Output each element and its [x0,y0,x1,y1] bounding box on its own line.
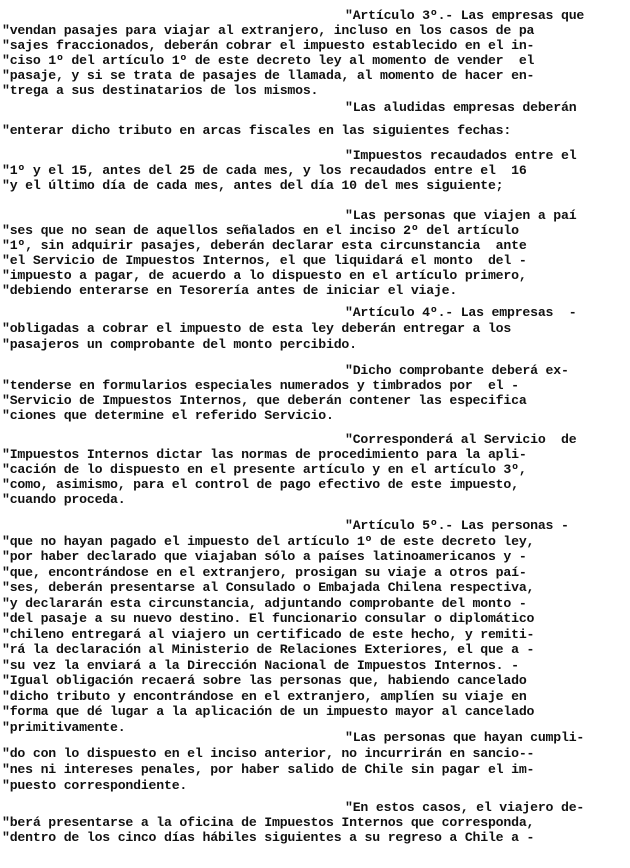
text-line: "1º y el 15, antes del 25 de cada mes, y los recaudados entre el 16 [2,163,527,178]
text-line: "ciones que determine el referido Servicio. [2,408,334,423]
text-line: "Impuestos Internos dictar las normas de procedimiento para la apli- [2,447,527,462]
text-line: "tenderse en formularios especiales numerados y timbrados por el - [2,378,519,393]
text-line: "su vez la enviará a la Dirección Nacional de Impuestos Internos. - [2,657,519,673]
text-line: "Dicho comprobante deberá ex- [345,363,569,378]
text-line: "obligadas a cobrar el impuesto de esta ley deberán entregar a los [2,321,512,336]
text-line: "el Servicio de Impuestos Internos, el que liquidará el monto del - [2,253,527,268]
text-line: "que, encontrándose en el extranjero, prosigan su viaje a otros paí- [2,564,527,580]
text-line: "berá presentarse a la oficina de Impuestos Internos que corresponda, [2,815,535,830]
text-line: "forma que dé lugar a la aplicación de un impuesto mayor al cancelado [2,704,535,719]
text-line: "del pasaje a su nuevo destino. El funcionario consular o diplomático [2,611,535,626]
text-line: "dicho tributo y encontrándose en el extranjero, amplíen su viaje en [2,688,527,704]
text-line: "Las aludidas empresas deberán [345,100,577,115]
text-line: "trega a sus destinatarios de los mismos. [2,83,319,98]
text-line: "enterar dicho tributo en arcas fiscales en las siguientes fechas: [2,123,512,138]
text-line: "do con lo dispuesto en el inciso anterior, no incurrirán en sancio-- [2,746,535,761]
text-line: "ses, deberán presentarse al Consulado o Embajada Chilena respectiva, [2,580,535,595]
text-line: "En estos casos, el viajero de- [345,800,585,815]
text-line: "y el último día de cada mes, antes del día 10 del mes siguiente; [2,178,504,193]
text-line: "dentro de los cinco días hábiles siguientes a su regreso a Chile a - [2,830,535,845]
text-line: "Artículo 5º.- Las personas - [345,518,569,533]
text-line: "primitivamente. [2,719,126,735]
text-line: "ciso 1º del artículo 1º de este decreto ley al momento de vender el [2,53,535,68]
text-line: "como, asimismo, para el control de pago efectivo de este impuesto, [2,477,519,492]
text-line: "Igual obligación recaerá sobre las personas que, habiendo cancelado [2,673,527,688]
text-line: "Corresponderá al Servicio de [345,432,577,447]
text-line: "cuando proceda. [2,492,126,507]
text-line: "rá la declaración al Ministerio de Relaciones Exteriores, el que a - [2,642,535,657]
text-line: "Las personas que hayan cumpli- [345,730,585,745]
text-line: "chileno entregará al viajero un certificado de este hecho, y remiti- [2,626,535,642]
text-line: "por haber declarado que viajaban sólo a países latinoamericanos y - [2,549,527,564]
text-line: "que no hayan pagado el impuesto del artículo 1º de este decreto ley, [2,533,535,549]
text-line: "Servicio de Impuestos Internos, que deberán contener las especifica [2,393,527,408]
text-line: "1º, sin adquirir pasajes, deberán declarar esta circunstancia ante [2,238,527,253]
text-line: "ses que no sean de aquellos señalados en el inciso 2º del artículo [2,223,519,238]
text-line: "y declararán esta circunstancia, adjuntando comprobante del monto - [2,595,527,611]
text-line: "pasajeros un comprobante del monto percibido. [2,337,357,352]
text-line: "Artículo 3º.- Las empresas que [345,8,585,23]
text-line: "impuesto a pagar, de acuerdo a lo dispuesto en el artículo primero, [2,268,527,283]
text-line: "Impuestos recaudados entre el [345,148,577,163]
text-line: "puesto correspondiente. [2,778,188,793]
text-line: "cación de lo dispuesto en el presente artículo y en el artículo 3º, [2,462,527,477]
text-line: "Artículo 4º.- Las empresas - [345,305,577,320]
text-line: "debiendo enterarse en Tesorería antes de iniciar el viaje. [2,283,458,298]
text-line: "pasaje, y si se trata de pasajes de llamada, al momento de hacer en- [2,68,535,83]
text-line: "vendan pasajes para viajar al extranjero, incluso en los casos de pa [2,23,535,38]
text-line: "Las personas que viajen a paí [345,208,577,223]
text-line: "nes ni intereses penales, por haber salido de Chile sin pagar el im- [2,762,535,777]
text-line: "sajes fraccionados, deberán cobrar el impuesto establecido en el in- [2,38,535,53]
